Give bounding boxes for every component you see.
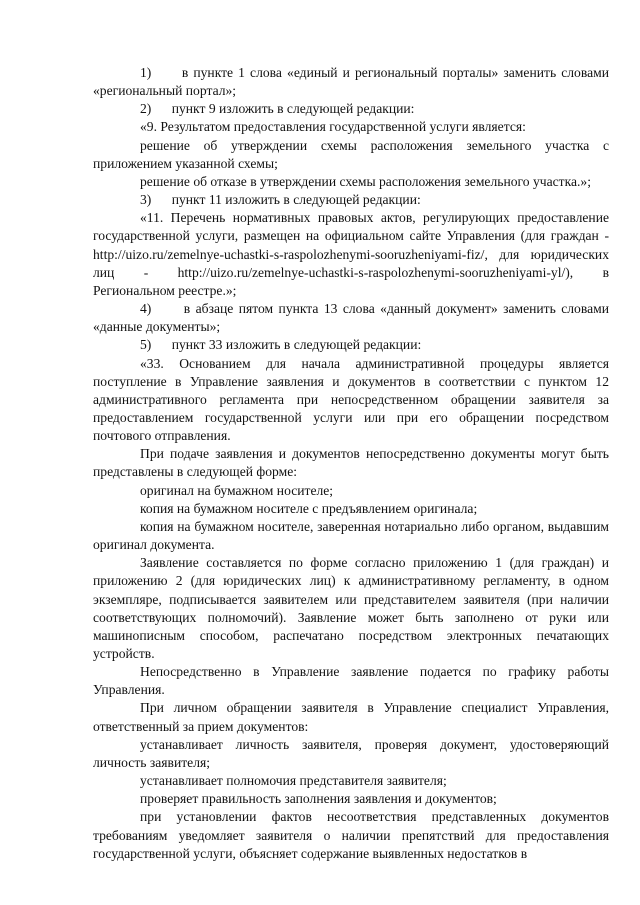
paragraph-decision-refusal: решение об отказе в утверждении схемы расположения земельного участка.»; bbox=[140, 173, 592, 189]
paragraph-authority-check: устанавливает полномочия представителя заявителя; bbox=[140, 773, 447, 789]
paragraph-notarized-copy: копия на бумажном носителе, заверенная нотариально либо органом, выдавшим оригинал документа. bbox=[93, 518, 609, 553]
paragraph-point-9: «9. Результатом предоставления государственной услуги является: bbox=[140, 119, 526, 135]
paragraph-point-11: «11. Перечень нормативных правовых актов, регулирующих предоставление государственной услуги, размещен на официальном сайте Управления (для граждан - http://uizo.ru/zemelnye-uchastki-s-raspolozhenymi-sooruzheniyami-fiz/, для юридических лиц - http://uizo.ru/zemelnye-uchastki-s-raspolozhenymi-sooruzheniyami-yl/), в Региональном реестре.»; bbox=[93, 210, 609, 298]
paragraph-application-form: Заявление составляется по форме согласно приложению 1 (для граждан) и приложению 2 (для юридических лиц) к административному регламенту, в одном экземпляре, подписывается заявителем или представителем заявителя (при наличии соответствующих полномочий). Заявление может быть заполнено от руки или машинописным способом, распечатано посредством электронных печатающих устройств. bbox=[93, 555, 609, 661]
paragraph-item-5: 5) пункт 33 изложить в следующей редакции: bbox=[140, 337, 422, 353]
paragraph-item-1: 1) в пункте 1 слова «единый и региональный порталы» заменить словами «региональный портал»; bbox=[93, 65, 609, 99]
document-text bbox=[93, 64, 609, 863]
paragraph-copy-with-original: копия на бумажном носителе с предъявлением оригинала; bbox=[140, 500, 478, 516]
paragraph-point-33: «33. Основанием для начала административной процедуры является поступление в Управление заявления и документов в соответствии с пунктом 12 административного регламента при непосредственном обращении заявителя за предоставлением государственной услуги или при его обращении посредством почтового отправления. bbox=[93, 355, 609, 444]
paragraph-personal-visit: При личном обращении заявителя в Управление специалист Управления, ответственный за прием документов: bbox=[93, 700, 609, 734]
paragraph-submission-forms: При подаче заявления и документов непосредственно документы могут быть представлены в следующей форме: bbox=[93, 446, 609, 480]
paragraph-discrepancy: при установлении фактов несоответствия представленных документов требованиям уведомляет заявителя о наличии препятствий для предоставления государственной услуги, объясняет содержание выявленных недостатков в bbox=[93, 809, 609, 861]
paragraph-item-4: 4) в абзаце пятом пункта 13 слова «данный документ» заменить словами «данные документы»; bbox=[93, 301, 609, 335]
paragraph-form-check: проверяет правильность заполнения заявления и документов; bbox=[140, 791, 497, 807]
paragraph-identity-check: устанавливает личность заявителя, проверяя документ, удостоверяющий личность заявителя; bbox=[93, 736, 609, 770]
paragraph-decision-approval: решение об утверждении схемы расположения земельного участка с приложением указанной схемы; bbox=[93, 137, 609, 171]
paragraph-original-paper: оригинал на бумажном носителе; bbox=[140, 482, 334, 498]
paragraph-item-2: 2) пункт 9 изложить в следующей редакции: bbox=[140, 101, 415, 117]
paragraph-item-3: 3) пункт 11 изложить в следующей редакции: bbox=[140, 192, 421, 208]
paragraph-work-schedule: Непосредственно в Управление заявление подается по графику работы Управления. bbox=[93, 664, 609, 698]
